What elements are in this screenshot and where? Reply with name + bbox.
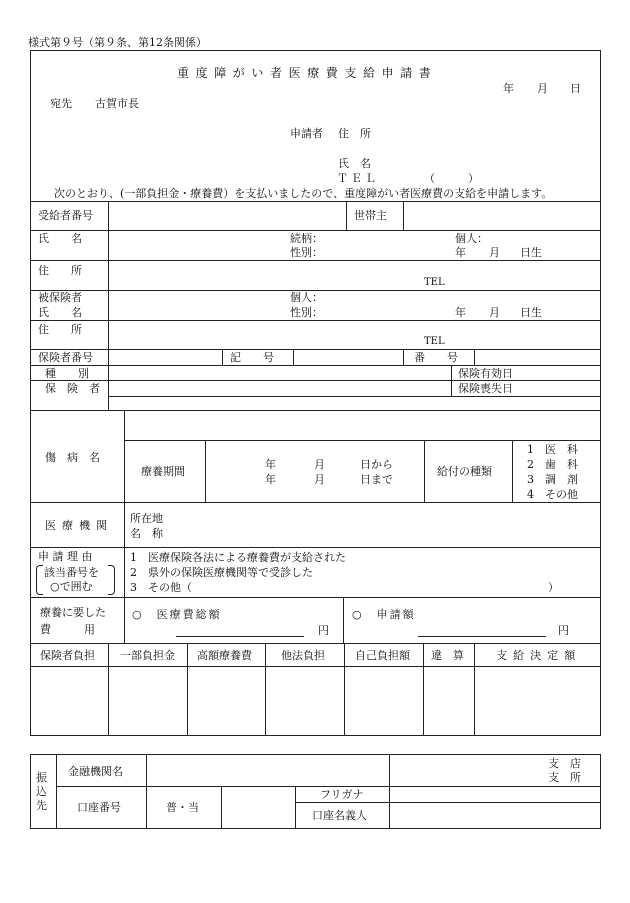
benefit-type-label: 給付の種類 <box>437 465 492 478</box>
insurer-label: 保 険 者 <box>45 382 100 395</box>
application-form <box>30 50 601 736</box>
transfer-label-1: 振 <box>36 771 47 784</box>
period-label: 療養期間 <box>141 465 185 478</box>
date-year: 年 <box>503 82 514 95</box>
reason-close-paren: ） <box>548 581 559 594</box>
applicant-header: 申請者 <box>290 127 323 140</box>
applicant-name-label: 氏 名 <box>338 157 371 170</box>
benefit-option-1: 1 医 科 <box>527 443 578 456</box>
insured-sex-label: 性別： <box>290 306 323 319</box>
addressee-value: 古賀市長 <box>95 97 139 110</box>
to-suffix: 日まで <box>360 473 393 486</box>
form-title: 重度障がい者医療費支給申請書 <box>177 66 438 80</box>
benefit-option-3: 3 調 剤 <box>527 473 578 486</box>
valid-date-label: 保険有効日 <box>458 367 513 380</box>
burden-header-2: 一部負担金 <box>120 649 175 662</box>
birth-year: 年 <box>455 246 466 259</box>
birth-day: 日生 <box>520 246 542 259</box>
insured-birth-month: 月 <box>489 306 500 319</box>
burden-header-5: 自己負担額 <box>355 649 410 662</box>
account-type: 普・当 <box>166 801 199 814</box>
benefit-option-2: 2 歯 科 <box>527 458 578 471</box>
date-month: 月 <box>537 82 548 95</box>
branch-label-1: 支 店 <box>548 757 581 770</box>
reason-item-2: 2 県外の保険医療機関等で受診した <box>130 566 313 579</box>
burden-header-3: 高額療養費 <box>197 649 252 662</box>
sex-label: 性別： <box>290 246 323 259</box>
benefit-option-4: 4 その他 <box>527 488 578 501</box>
burden-header-6: 違 算 <box>431 649 464 662</box>
account-holder-label: 口座名義人 <box>312 809 367 822</box>
address-tel-label: TEL <box>424 277 445 288</box>
cost-label-1: 療養に要した <box>40 606 106 619</box>
lost-date-label: 保険喪失日 <box>458 382 513 395</box>
number-label: 番 号 <box>414 351 458 364</box>
from-suffix: 日から <box>360 458 393 471</box>
bank-name-label: 金融機関名 <box>68 765 123 778</box>
applicant-tel-paren: （ ） <box>424 172 479 185</box>
burden-header-1: 保険者負担 <box>40 649 95 662</box>
relation-label: 続柄： <box>290 232 323 245</box>
to-month: 月 <box>314 473 325 486</box>
insured-birth-day: 日生 <box>520 306 542 319</box>
institution-location: 所在地 <box>130 512 163 525</box>
type-label: 種 別 <box>45 367 89 380</box>
individual-label: 個人： <box>455 232 488 245</box>
burden-header-4: 他法負担 <box>281 649 325 662</box>
transfer-label-3: 先 <box>36 799 47 812</box>
reason-label-2: 該当番号を <box>44 566 99 579</box>
insured-individual-label: 個人： <box>290 291 323 304</box>
total-cost-label: ○ 医療費総額 <box>132 608 222 621</box>
reason-label-3: ○で囲む <box>50 580 93 593</box>
disease-label: 傷 病 名 <box>45 451 100 464</box>
reason-label-1: 申 請 理 由 <box>38 550 93 563</box>
address-label: 住 所 <box>38 264 82 277</box>
date-day: 日 <box>570 82 581 95</box>
institution-name: 名 称 <box>130 527 163 540</box>
symbol-label: 記 号 <box>230 351 274 364</box>
branch-label-2: 支 所 <box>548 771 581 784</box>
account-no-label: 口座番号 <box>77 801 121 814</box>
insured-label-1: 被保険者 <box>38 291 82 304</box>
to-year: 年 <box>265 473 276 486</box>
statement: 次のとおり、(一部負担金・療養費）を支払いましたので、重度障がい者医療費の支給を申請します。 <box>54 187 553 200</box>
from-year: 年 <box>265 458 276 471</box>
addressee-label: 宛先 <box>50 97 72 110</box>
insured-tel-label: TEL <box>424 336 445 347</box>
reason-item-3: 3 その他（ <box>130 581 192 594</box>
name-label: 氏 名 <box>38 232 82 245</box>
recipient-no-label: 受給者番号 <box>38 209 93 222</box>
furigana-label: フリガナ <box>320 788 364 801</box>
from-month: 月 <box>314 458 325 471</box>
transfer-label-2: 込 <box>36 785 47 798</box>
insurer-no-label: 保険者番号 <box>38 351 93 364</box>
insured-address-label: 住 所 <box>38 323 82 336</box>
burden-header-7: 支給決定額 <box>496 649 582 662</box>
form-number: 様式第９号（第９条、第12条関係） <box>28 36 207 49</box>
reason-item-1: 1 医療保険各法による療養費が支給された <box>130 551 346 564</box>
household-head-label: 世帯主 <box>354 209 387 222</box>
institution-label: 医療機関 <box>45 519 114 532</box>
request-amount-label: ○ 申請額 <box>352 608 416 621</box>
applicant-address-label: 住 所 <box>338 127 371 140</box>
insured-birth-year: 年 <box>455 306 466 319</box>
cost-label-2: 費 用 <box>40 623 95 636</box>
request-yen: 円 <box>558 624 569 637</box>
birth-month: 月 <box>489 246 500 259</box>
insured-label-2: 氏 名 <box>38 306 82 319</box>
total-yen: 円 <box>318 624 329 637</box>
applicant-tel-label: ＴＥＬ <box>337 172 379 185</box>
